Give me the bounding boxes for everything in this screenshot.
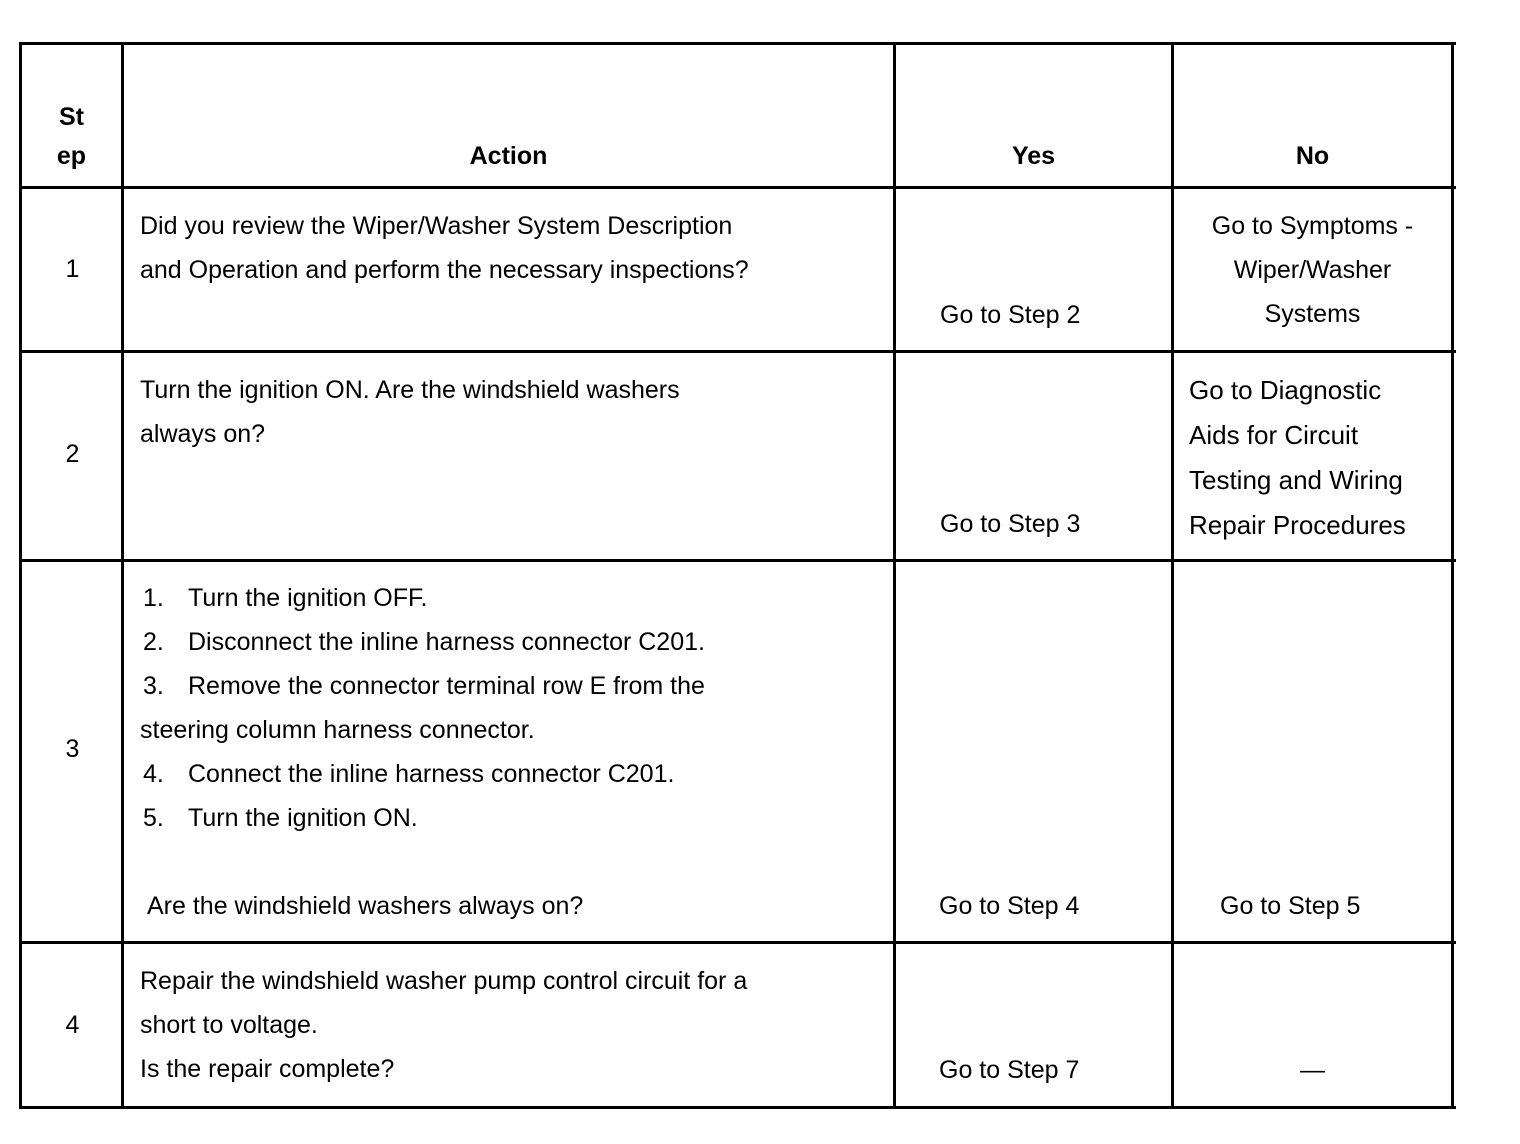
action-step-item: 5. Turn the ignition ON. bbox=[143, 804, 418, 832]
no-line: Testing and Wiring bbox=[1189, 465, 1403, 495]
header-no: No bbox=[1295, 142, 1330, 170]
header-action: Action bbox=[469, 142, 548, 170]
action-question: Are the windshield washers always on? bbox=[147, 892, 584, 920]
rule bbox=[1171, 42, 1174, 1109]
action-line: always on? bbox=[140, 420, 266, 448]
rule bbox=[19, 350, 1456, 353]
action-step-item: 4. Connect the inline harness connector C201. bbox=[143, 760, 675, 788]
no-line: Repair Procedures bbox=[1189, 510, 1406, 540]
step-number: 1 bbox=[65, 255, 80, 283]
action-step-item: 3. Remove the connector terminal row E from the bbox=[143, 672, 705, 700]
no-result: — bbox=[1300, 1056, 1325, 1084]
rule bbox=[19, 1106, 1456, 1109]
no-line: Systems bbox=[1264, 300, 1361, 328]
action-step-item: 2. Disconnect the inline harness connector C201. bbox=[143, 628, 705, 656]
yes-result: Go to Step 7 bbox=[939, 1056, 1080, 1084]
yes-result: Go to Step 2 bbox=[940, 301, 1081, 329]
action-text bbox=[140, 368, 680, 456]
rule bbox=[19, 186, 1456, 189]
rule bbox=[1451, 42, 1454, 1109]
no-line: Aids for Circuit bbox=[1189, 420, 1359, 450]
action-line: short to voltage. bbox=[140, 1011, 318, 1039]
yes-result: Go to Step 4 bbox=[939, 892, 1080, 920]
action-line: Repair the windshield washer pump control circuit for a bbox=[140, 967, 748, 995]
action-steps bbox=[140, 576, 705, 840]
no-line: Go to Diagnostic bbox=[1189, 375, 1382, 405]
rule bbox=[19, 42, 22, 1109]
step-number: 3 bbox=[65, 735, 80, 763]
header-yes: Yes bbox=[1011, 142, 1056, 170]
rule bbox=[121, 42, 124, 1109]
rule bbox=[19, 559, 1456, 562]
step-number: 4 bbox=[65, 1011, 80, 1039]
action-line: and Operation and perform the necessary inspections? bbox=[140, 256, 749, 284]
no-result: Go to Step 5 bbox=[1220, 892, 1361, 920]
rule bbox=[19, 42, 1456, 45]
yes-result: Go to Step 3 bbox=[940, 510, 1081, 538]
action-line: Turn the ignition ON. Are the windshield washers bbox=[140, 376, 680, 404]
action-line: Did you review the Wiper/Washer System Description bbox=[140, 212, 733, 240]
action-step-item: steering column harness connector. bbox=[140, 716, 535, 744]
no-result bbox=[1189, 368, 1406, 548]
rule bbox=[893, 42, 896, 1109]
diagnostic-table bbox=[19, 42, 1456, 1109]
no-line: Wiper/Washer bbox=[1233, 256, 1392, 284]
step-number: 2 bbox=[65, 440, 80, 468]
no-line: Go to Symptoms - bbox=[1211, 212, 1414, 240]
action-line: Is the repair complete? bbox=[140, 1055, 395, 1083]
action-text bbox=[140, 204, 749, 292]
no-result bbox=[1174, 204, 1451, 336]
action-step-item: 1. Turn the ignition OFF. bbox=[143, 584, 428, 612]
header-step: St ep bbox=[56, 103, 87, 170]
rule bbox=[19, 941, 1456, 944]
action-text bbox=[140, 959, 747, 1091]
